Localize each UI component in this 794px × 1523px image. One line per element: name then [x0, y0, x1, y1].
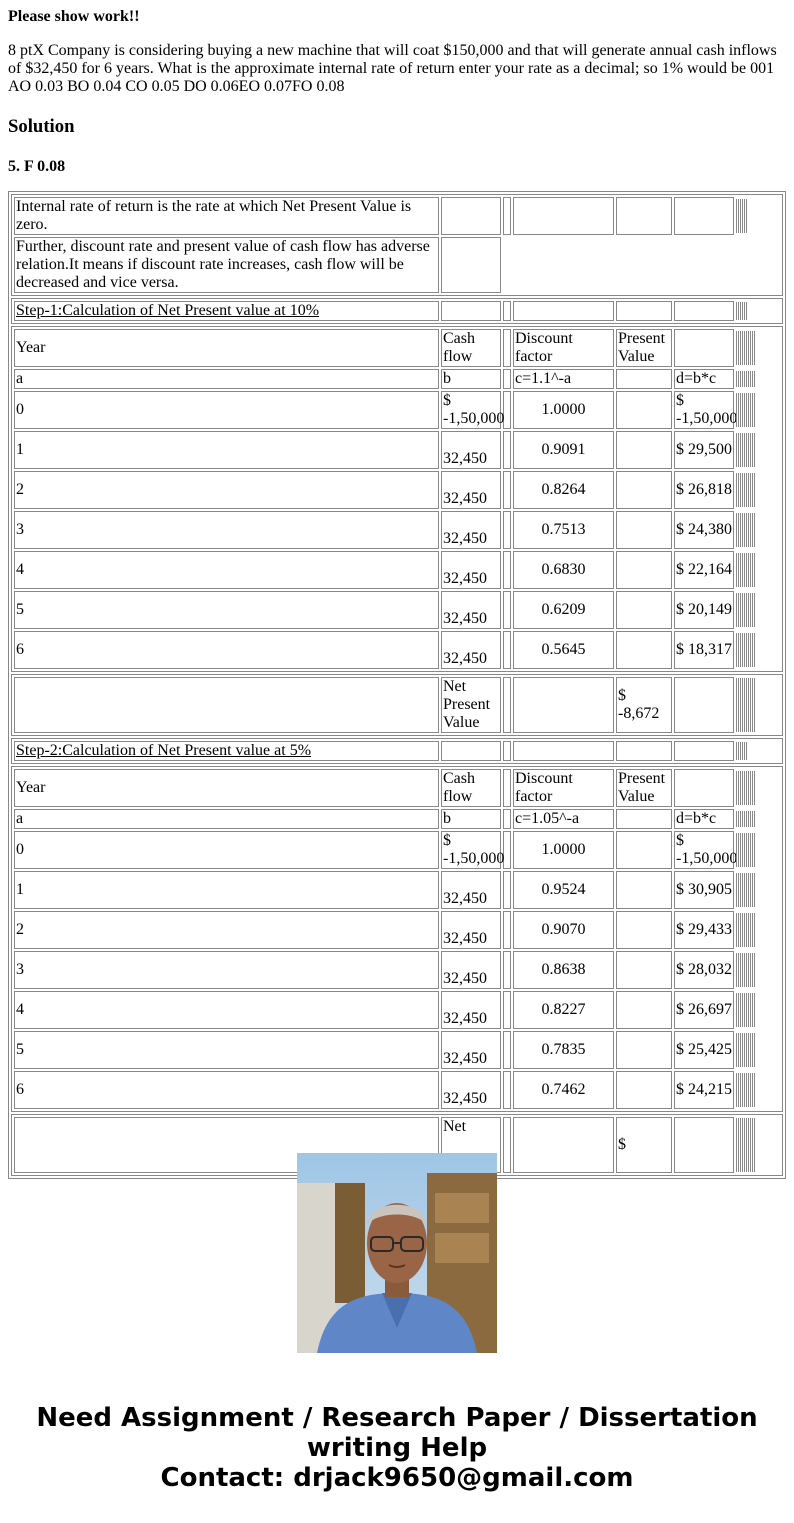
cell-border-artifact [736, 197, 780, 235]
solution-table [8, 191, 786, 1179]
step2-label-b: b [441, 809, 501, 829]
table-row: 5 32,450 0.7835 $ 25,425 [14, 1031, 780, 1069]
step1-npv-value: $ -8,672 [616, 677, 672, 733]
step2-npv-label: Net [441, 1117, 501, 1173]
avatar [297, 1153, 497, 1353]
step1-title: Step-1:Calculation of Net Present value at 10% [14, 301, 439, 321]
step1-label-a: a [14, 369, 439, 389]
table-row: 6 32,450 0.7462 $ 24,215 [14, 1071, 780, 1109]
step2-label-c: c=1.05^-a [513, 809, 614, 829]
table-row: 4 32,450 0.8227 $ 26,697 [14, 991, 780, 1029]
table-row: 6 32,450 0.5645 $ 18,317 [14, 631, 780, 669]
table-row: 5 32,450 0.6209 $ 20,149 [14, 591, 780, 629]
step2-title: Step-2:Calculation of Net Present value at 5% [14, 741, 439, 761]
step2-label-a: a [14, 809, 439, 829]
promo-banner [0, 1403, 794, 1493]
table-row: 3 32,450 0.8638 $ 28,032 [14, 951, 780, 989]
promo-contact: Contact: drjack9650@gmail.com [160, 1463, 634, 1493]
question-text: 8 ptX Company is considering buying a new machine that will coat $150,000 and that will generate annual cash inflows of $32,450 for 6 years. What is the approximate internal rate of return enter your rate as a decimal; so 1% would be 001 AO 0.03 BO 0.04 CO 0.05 DO 0.06EO 0.07FO 0.08 [8, 42, 777, 95]
intro-relation: Further, discount rate and present value of cash flow has adverse relation.It means if discount rate increases, cash flow will be decreased and vice versa. [14, 237, 439, 293]
step1-label-c: c=1.1^-a [513, 369, 614, 389]
intro-irr-definition: Internal rate of return is the rate at which Net Present Value is zero. [14, 197, 439, 235]
table-row: 1 32,450 0.9524 $ 30,905 [14, 871, 780, 909]
table-row: 3 32,450 0.7513 $ 24,380 [14, 511, 780, 549]
promo-line-1: Need Assignment / Research Paper / Dissertation [36, 1403, 758, 1433]
step1-npv-label: Net Present Value [441, 677, 501, 733]
table-row: 1 32,450 0.9091 $ 29,500 [14, 431, 780, 469]
step2-npv-value: $ [616, 1117, 672, 1173]
table-row: 2 32,450 0.9070 $ 29,433 [14, 911, 780, 949]
answer: 5. F 0.08 [8, 158, 66, 175]
step1-header-cash-flow: Cash flow [441, 329, 501, 367]
step2-header-year: Year [14, 769, 439, 807]
step2-header-cash-flow: Cash flow [441, 769, 501, 807]
question-title: Please show work!! [8, 8, 140, 25]
table-row: 0 $ -1,50,000 1.0000 $ -1,50,000 [14, 391, 780, 429]
promo-line-2: writing Help [306, 1433, 488, 1463]
step1-label-d: d=b*c [674, 369, 734, 389]
solution-heading: Solution [8, 116, 75, 137]
document [8, 0, 786, 1153]
table-row: 2 32,450 0.8264 $ 26,818 [14, 471, 780, 509]
step2-header-present-value: Present Value [616, 769, 672, 807]
step2-header-discount-factor: Discount factor [513, 769, 614, 807]
step1-header-present-value: Present Value [616, 329, 672, 367]
table-row: 0 $ -1,50,000 1.0000 $ -1,50,000 [14, 831, 780, 869]
step1-table [12, 299, 782, 323]
step1-header-discount-factor: Discount factor [513, 329, 614, 367]
step1-header-year: Year [14, 329, 439, 367]
author-portrait [297, 1153, 497, 1353]
step2-label-d: d=b*c [674, 809, 734, 829]
step1-label-b: b [441, 369, 501, 389]
step2-table [12, 739, 782, 763]
table-row: 4 32,450 0.6830 $ 22,164 [14, 551, 780, 589]
